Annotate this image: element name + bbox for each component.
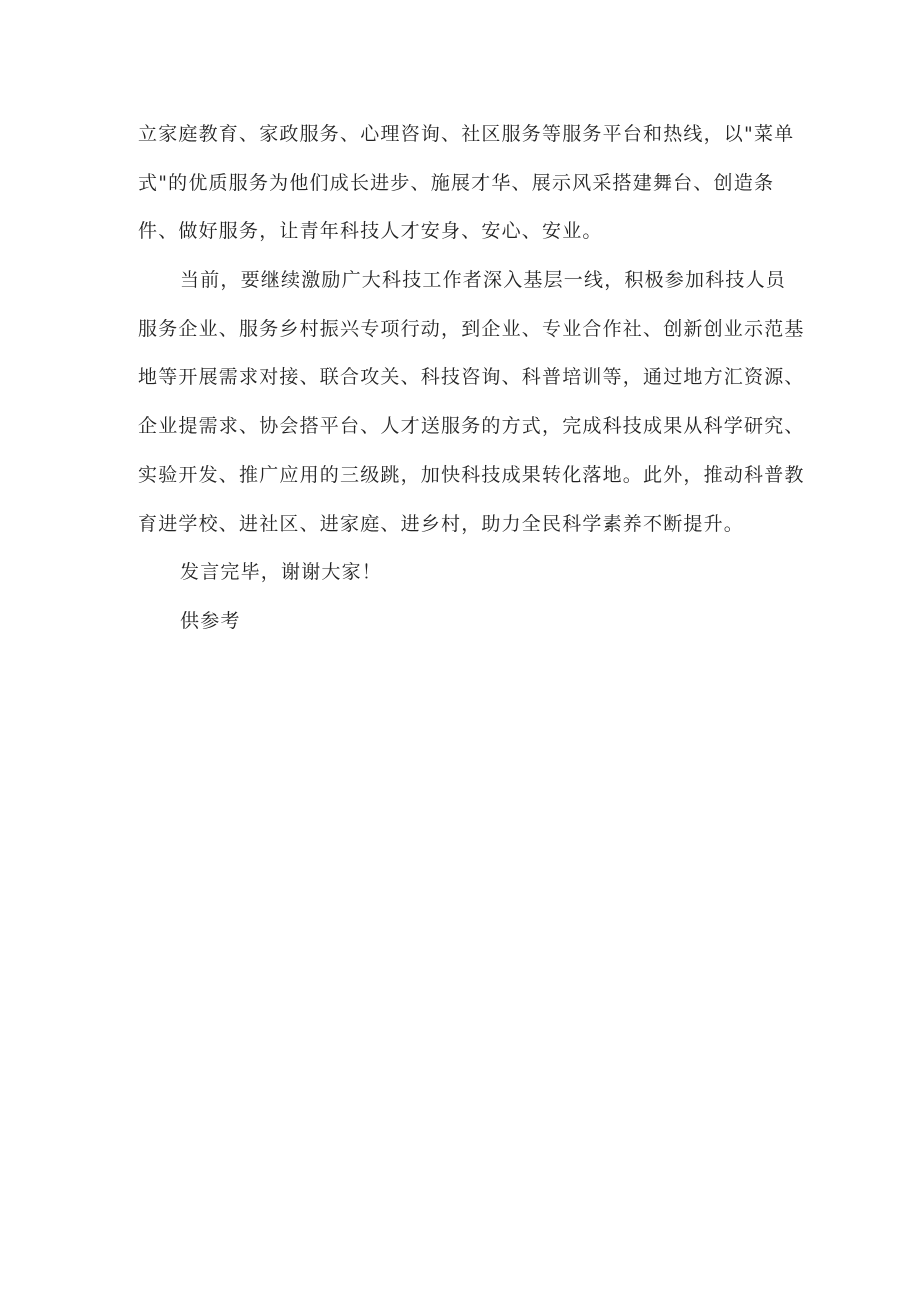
paragraph-2-line-2: 服务企业、服务乡村振兴专项行动，到企业、专业合作社、创新创业示范基	[138, 317, 805, 340]
closing-remark: 发言完毕，谢谢大家！	[180, 561, 383, 584]
paragraph-2-line-4: 企业提需求、协会搭平台、人才送服务的方式，完成科技成果从科学研究、	[138, 415, 805, 438]
paragraph-2-line-1: 当前，要继续激励广大科技工作者深入基层一线，积极参加科技人员	[180, 269, 787, 292]
paragraph-2-line-3: 地等开展需求对接、联合攻关、科技咨询、科普培训等，通过地方汇资源、	[138, 366, 805, 389]
paragraph-1-line-1: 立家庭教育、家政服务、心理咨询、社区服务等服务平台和热线，以"菜单	[138, 123, 795, 145]
paragraph-1-line-2: 式"的优质服务为他们成长进步、施展才华、展示风采搭建舞台、创造条	[138, 171, 775, 194]
reference-note: 供参考	[180, 609, 241, 632]
document-body	[138, 110, 808, 646]
paragraph-1-line-3: 件、做好服务，让青年科技人才安身、安心、安业。	[138, 220, 603, 243]
paragraph-2-line-6: 育进学校、进社区、进家庭、进乡村，助力全民科学素养不断提升。	[138, 512, 745, 535]
paragraph-2-line-5: 实验开发、推广应用的三级跳，加快科技成果转化落地。此外，推动科普教	[138, 463, 805, 486]
